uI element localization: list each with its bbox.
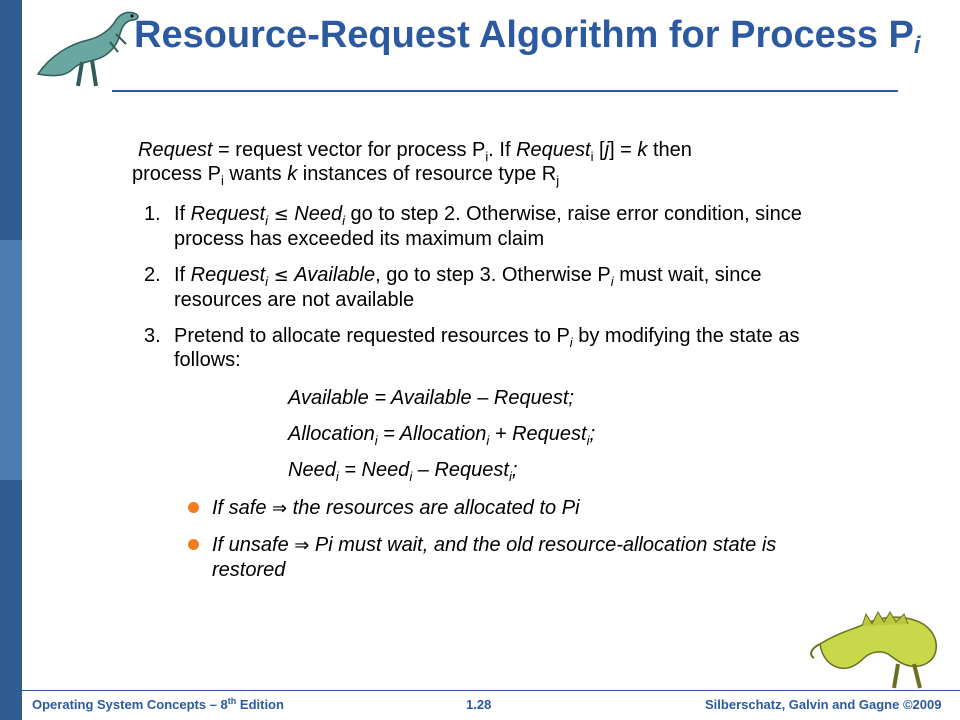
intro-text-4: ] = xyxy=(609,139,638,161)
bullet-dot-icon xyxy=(188,539,199,550)
eq-term: = Need xyxy=(338,459,410,481)
intro-request-term-2: Request xyxy=(516,139,591,161)
algorithm-steps xyxy=(132,202,832,372)
eq-term: Allocation xyxy=(288,423,375,445)
footer-authors: Silberschatz, Galvin and Gagne ©2009 xyxy=(705,697,942,712)
step-sub: i xyxy=(342,213,345,228)
less-equal-icon: ≤ xyxy=(273,204,289,225)
step-text: Pretend to allocate requested resources to P xyxy=(174,325,570,347)
slide-body xyxy=(132,138,832,594)
step-sub: i xyxy=(569,335,573,350)
implies-arrow-icon: ⇒ xyxy=(294,535,310,556)
intro-request-term: Request xyxy=(138,139,213,161)
bullet-safe xyxy=(132,496,832,521)
intro-line2-b: wants xyxy=(223,163,288,185)
intro-sub-4: j xyxy=(556,173,560,188)
sidebar-segment-bottom xyxy=(0,480,22,720)
step-text: If xyxy=(174,264,191,286)
eq-term: ; xyxy=(511,459,518,481)
sidebar-segment-middle xyxy=(0,240,22,480)
step-text: by modifying the state as follows: xyxy=(174,325,800,371)
title-text: Resource-Request Algorithm for Process P xyxy=(134,14,914,56)
dinosaur-top-left-icon xyxy=(30,4,150,90)
bullet-text: Pi must wait, and the old resource-allocation state is restored xyxy=(212,534,777,581)
outcome-bullets xyxy=(132,496,832,582)
bullet-text: the resources are allocated to Pi xyxy=(287,497,580,519)
intro-paragraph xyxy=(132,138,832,186)
footer-left-text-2: Edition xyxy=(236,697,284,712)
implies-arrow-icon: ⇒ xyxy=(272,498,288,519)
intro-text-2: . If xyxy=(488,139,517,161)
bullet-text: If safe xyxy=(212,497,273,519)
eq-sub: i xyxy=(508,469,512,484)
eq-sub: i xyxy=(409,469,413,484)
step-term: Request xyxy=(190,264,266,286)
step-sub: i xyxy=(610,274,614,289)
footer-left-sup: th xyxy=(227,696,237,706)
title-subscript: i xyxy=(913,32,921,59)
intro-k-2: k xyxy=(287,163,298,185)
intro-k: k xyxy=(637,139,648,161)
step-term: Need xyxy=(294,203,343,225)
title-underline xyxy=(112,90,898,92)
intro-sub-1: i xyxy=(485,149,489,164)
intro-line2-a: process P xyxy=(132,163,221,185)
intro-sub-3: i xyxy=(220,173,224,188)
step-number: 2. xyxy=(144,264,161,286)
step-1 xyxy=(132,202,832,251)
eq-sub: i xyxy=(374,433,378,448)
bullet-text: If unsafe xyxy=(212,534,295,556)
footer-left-text: Operating System Concepts – 8 xyxy=(32,697,228,712)
slide-title xyxy=(134,14,921,57)
eq-sub: i xyxy=(486,433,490,448)
step-sub: i xyxy=(265,213,269,228)
less-equal-icon: ≤ xyxy=(273,265,289,286)
intro-text-3: [ xyxy=(593,139,605,161)
eq-term: + Request xyxy=(489,423,587,445)
sidebar-segment-top xyxy=(0,0,22,240)
footer-book-title xyxy=(32,697,284,712)
step-text: If xyxy=(174,203,191,225)
bullet-unsafe xyxy=(132,533,832,582)
intro-text-5: then xyxy=(647,139,692,161)
eq-sub: i xyxy=(586,433,590,448)
step-text: , go to step 3. Otherwise P xyxy=(375,264,611,286)
step-text: go to step 2. Otherwise, raise error condition, since process has exceeded its maximum claim xyxy=(174,203,802,250)
eq-term: – Request xyxy=(412,459,509,481)
bullet-dot-icon xyxy=(188,502,199,513)
intro-line2-c: instances of resource type R xyxy=(297,163,557,185)
footer-divider xyxy=(22,690,960,691)
equation-allocation xyxy=(288,422,832,446)
slide-number: 1.28 xyxy=(466,697,492,712)
eq-term: = Allocation xyxy=(377,423,487,445)
step-sub: i xyxy=(265,274,269,289)
intro-text-1: = request vector for process P xyxy=(212,139,486,161)
eq-sub: i xyxy=(335,469,339,484)
dinosaur-bottom-right-icon xyxy=(810,604,950,690)
step-number: 1. xyxy=(144,203,161,225)
left-sidebar-bar xyxy=(0,0,22,720)
step-3 xyxy=(132,324,832,372)
equation-need xyxy=(288,458,832,482)
step-text: must wait, since resources are not available xyxy=(174,264,762,311)
intro-j: j xyxy=(604,139,610,161)
eq-term: Need xyxy=(288,459,336,481)
step-2 xyxy=(132,263,832,312)
step-number: 3. xyxy=(144,325,161,347)
equation-available: Available = Available – Request; xyxy=(288,387,574,409)
eq-term: ; xyxy=(589,423,596,445)
intro-sub-2: i xyxy=(590,149,594,164)
step-term: Available xyxy=(294,264,376,286)
step-term: Request xyxy=(190,203,266,225)
